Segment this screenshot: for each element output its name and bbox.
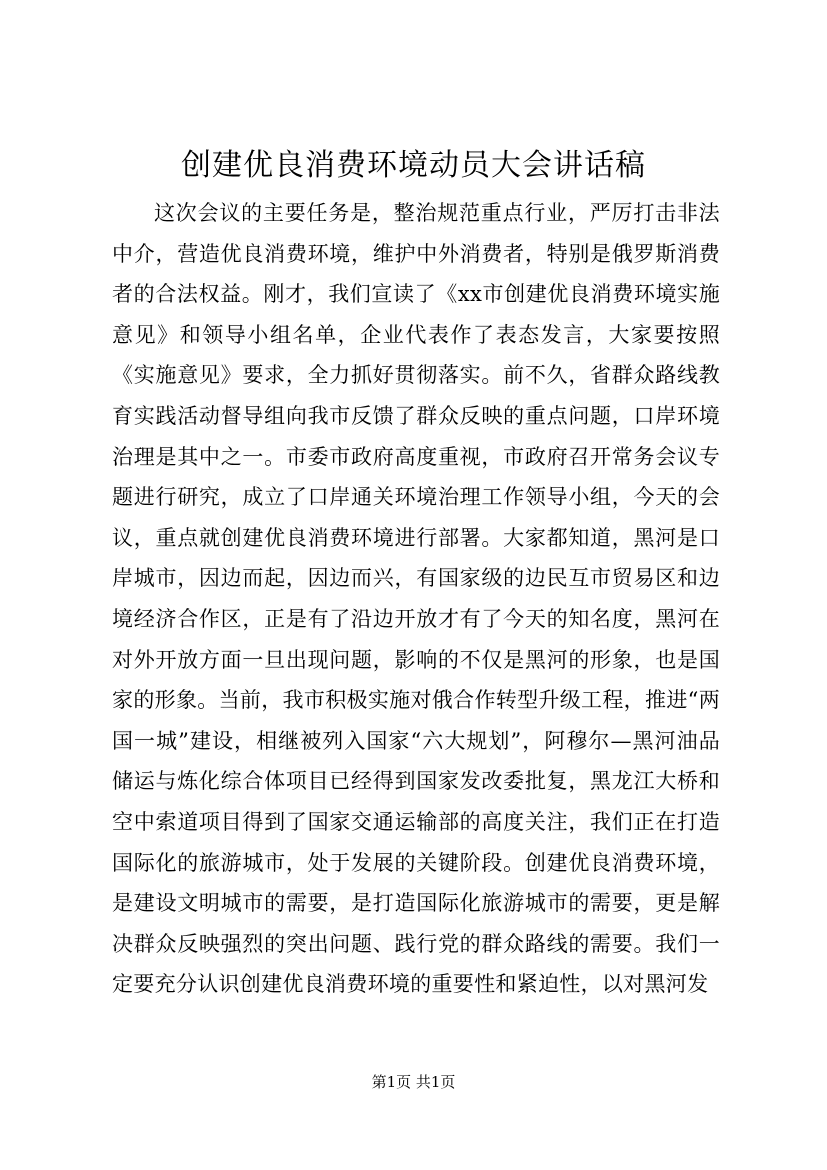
page-number-footer: 第1页 共1页 bbox=[371, 1073, 456, 1091]
document-title: 创建优良消费环境动员大会讲话稿 bbox=[181, 148, 646, 183]
body-paragraph: 这次会议的主要任务是，整治规范重点行业，严厉打击非法中介，营造优良消费环境，维护中外消费者，特别是俄罗斯消费者的合法权益。刚才，我们宣读了《xx市创建优良消费环境实施意见》和领导小组名单，企业代表作了表态发言，大家要按照《实施意见》要求，全力抓好贯彻落实。前不久，省群众路线教育实践活动督导组向我市反馈了群众反映的重点问题，口岸环境治理是其中之一。市委市政府高度重视，市政府召开常务会议专题进行研究，成立了口岸通关环境治理工作领导小组，今天的会议，重点就创建优良消费环境进行部署。大家都知道，黑河是口岸城市，因边而起，因边而兴，有国家级的边民互市贸易区和边境经济合作区，正是有了沿边开放才有了今天的知名度，黑河在对外开放方面一旦出现问题，影响的不仅是黑河的形象，也是国家的形象。当前，我市积极实施对俄合作转型升级工程，推进“两国一城”建设，相继被列入国家“六大规划”，阿穆尔—黑河油品储运与炼化综合体项目已经得到国家发改委批复，黑龙江大桥和空中索道项目得到了国家交通运输部的高度关注，我们正在打造国际化的旅游城市，处于发展的关键阶段。创建优良消费环境，是建设文明城市的需要，是打造国际化旅游城市的需要，更是解决群众反映强烈的突出问题、践行党的群众路线的需要。我们一定要充分认识创建优良消费环境的重要性和紧迫性，以对黑河发 bbox=[112, 201, 720, 997]
